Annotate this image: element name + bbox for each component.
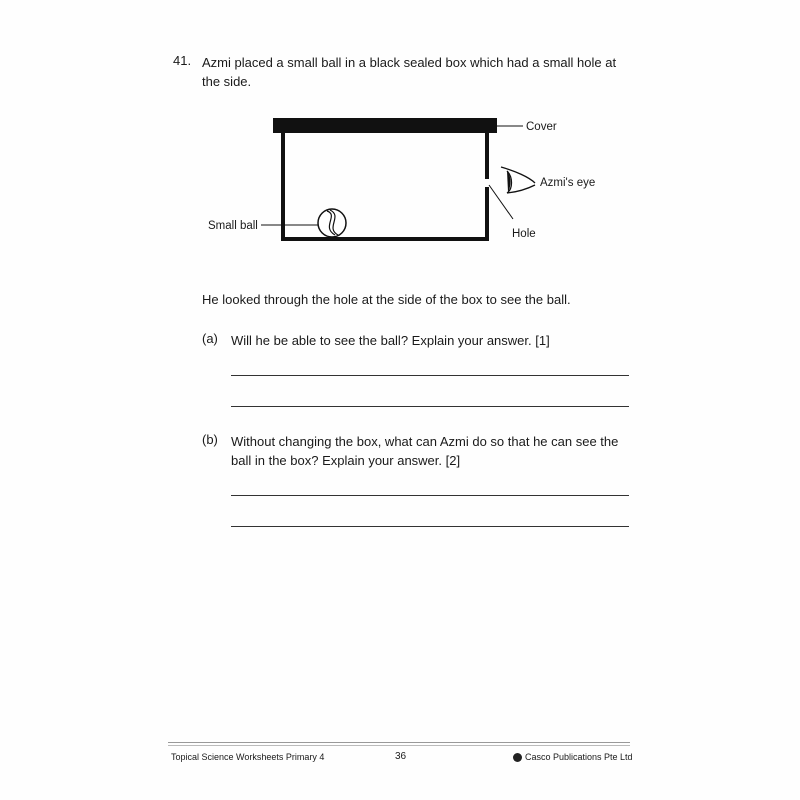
eye-icon [501,167,535,193]
footer-publisher [513,752,633,762]
answer-line-b2[interactable] [231,526,629,527]
footer-book-title: Topical Science Worksheets Primary 4 [171,752,325,762]
part-b-label: (b) [202,432,218,447]
cover-label: Cover [526,121,557,133]
part-a-label: (a) [202,331,218,346]
eye-label: Azmi's eye [540,177,596,189]
box-cover [273,118,497,133]
page-number: 36 [395,751,407,762]
answer-line-a2[interactable] [231,406,629,407]
question-number: 41. [173,53,192,68]
footer-rule [168,742,630,743]
context-paragraph: He looked through the hole at the side of the box to see the ball. [202,292,571,307]
hole-label: Hole [512,228,536,240]
part-b-text: Without changing the box, what can Azmi do so that he can see the ball in the box? Explain your answer. [2] [231,434,619,468]
footer-rule-secondary [168,745,630,746]
publisher-logo-icon [513,753,522,762]
publisher-name: Casco Publications Pte Ltd [525,752,633,762]
ball-label: Small ball [208,220,258,232]
box-diagram [195,105,615,255]
answer-line-a1[interactable] [231,375,629,376]
answer-line-b1[interactable] [231,495,629,496]
small-ball [318,209,346,237]
part-a-text: Will he be able to see the ball? Explain your answer. [1] [231,333,550,348]
question-text: Azmi placed a small ball in a black sealed box which had a small hole at the side. [202,55,617,89]
